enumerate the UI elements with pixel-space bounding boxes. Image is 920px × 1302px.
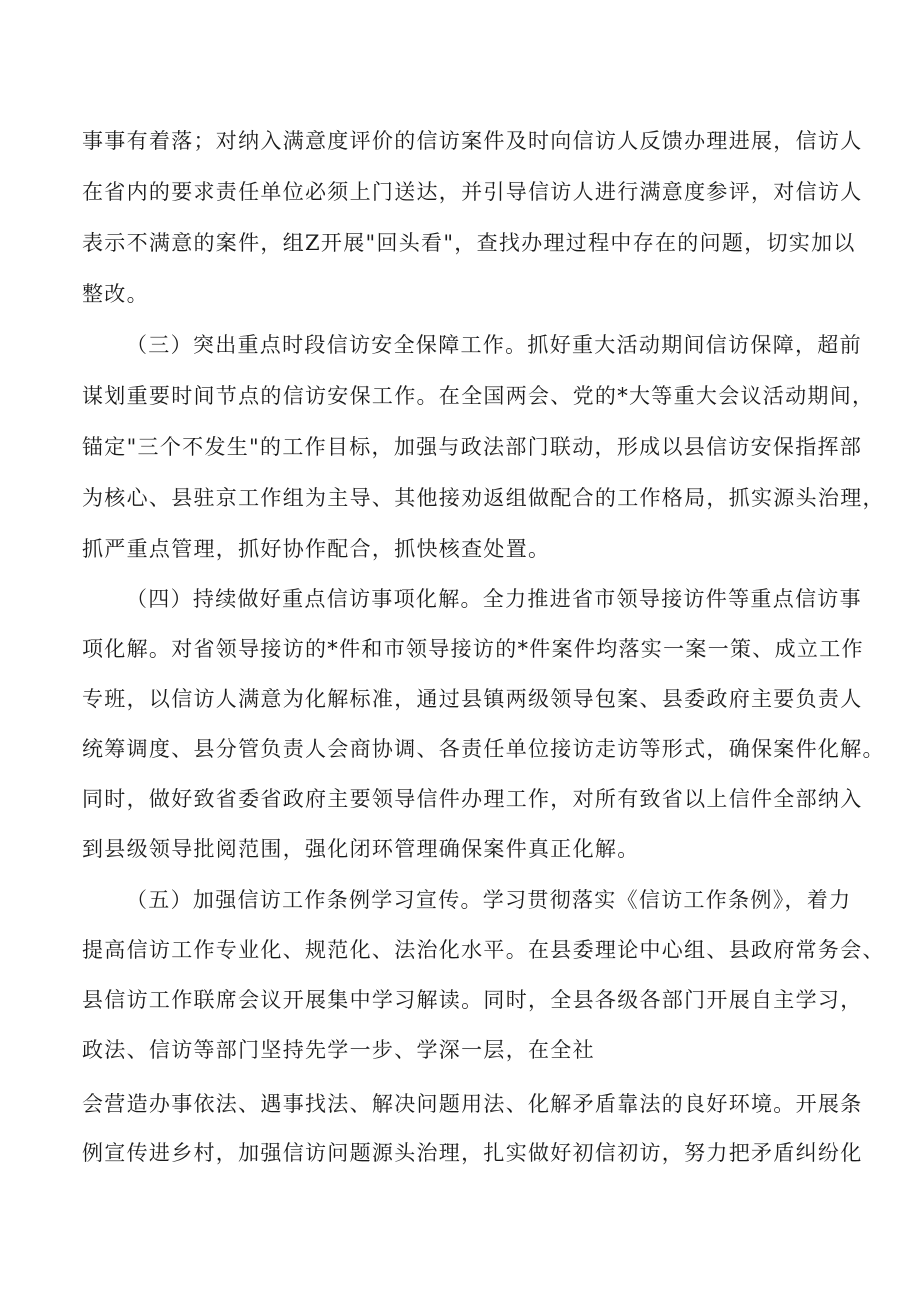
paragraph-line: 项化解。对省领导接访的*件和市领导接访的*件案件均落实一案一策、成立工作: [82, 637, 864, 661]
paragraph-line: 到县级领导批阅范围，强化闭环管理确保案件真正化解。: [82, 837, 640, 861]
paragraph-line: 政法、信访等部门坚持先学一步、学深一层，在全社: [82, 1038, 595, 1062]
section-heading-line: （三）突出重点时段信访安全保障工作。抓好重大活动期间信访保障，超前: [126, 333, 862, 357]
paragraph-line: 表示不满意的案件，组Z开展"回头看"，查找办理过程中存在的问题，切实加以: [82, 231, 856, 255]
section-heading-line: （四）持续做好重点信访事项化解。全力推进省市领导接访件等重点信访事: [126, 587, 862, 611]
paragraph-line: 会营造办事依法、遇事找法、解决问题用法、化解矛盾靠法的良好环境。开展条: [82, 1092, 863, 1116]
paragraph-line: 谋划重要时间节点的信访安保工作。在全国两会、党的*大等重大会议活动期间，: [82, 384, 875, 408]
paragraph-line: 例宣传进乡村，加强信访问题源头治理，扎实做好初信初访，努力把矛盾纠纷化: [82, 1141, 863, 1165]
paragraph-line: 锚定"三个不发生"的工作目标，加强与政法部门联动，形成以县信访安保指挥部: [82, 435, 863, 459]
paragraph-line: 专班，以信访人满意为化解标准，通过县镇两级领导包案、县委政府主要负责人: [82, 687, 863, 711]
paragraph-line: 事事有着落；对纳入满意度评价的信访案件及时向信访人反馈办理进展，信访人: [82, 129, 863, 153]
paragraph-line: 为核心、县驻京工作组为主导、其他接劝返组做配合的工作格局，抓实源头治理，: [82, 486, 885, 510]
paragraph-line: 统筹调度、县分管负责人会商协调、各责任单位接访走访等形式，确保案件化解。: [82, 737, 885, 761]
paragraph-line: 同时，做好致省委省政府主要领导信件办理工作，对所有致省以上信件全部纳入: [82, 787, 863, 811]
paragraph-line: 抓严重点管理，抓好协作配合，抓快核查处置。: [82, 537, 551, 561]
section-heading-line: （五）加强信访工作条例学习宣传。学习贯彻落实《信访工作条例》，着力: [126, 888, 852, 912]
paragraph-line: 在省内的要求责任单位必须上门送达，并引导信访人进行满意度参评，对信访人: [82, 180, 863, 204]
paragraph-line: 提高信访工作专业化、规范化、法治化水平。在县委理论中心组、县政府常务会、: [82, 938, 885, 962]
paragraph-line: 整改。: [82, 282, 149, 306]
paragraph-line: 县信访工作联席会议开展集中学习解读。同时，全县各级各部门开展自主学习，: [82, 988, 863, 1012]
